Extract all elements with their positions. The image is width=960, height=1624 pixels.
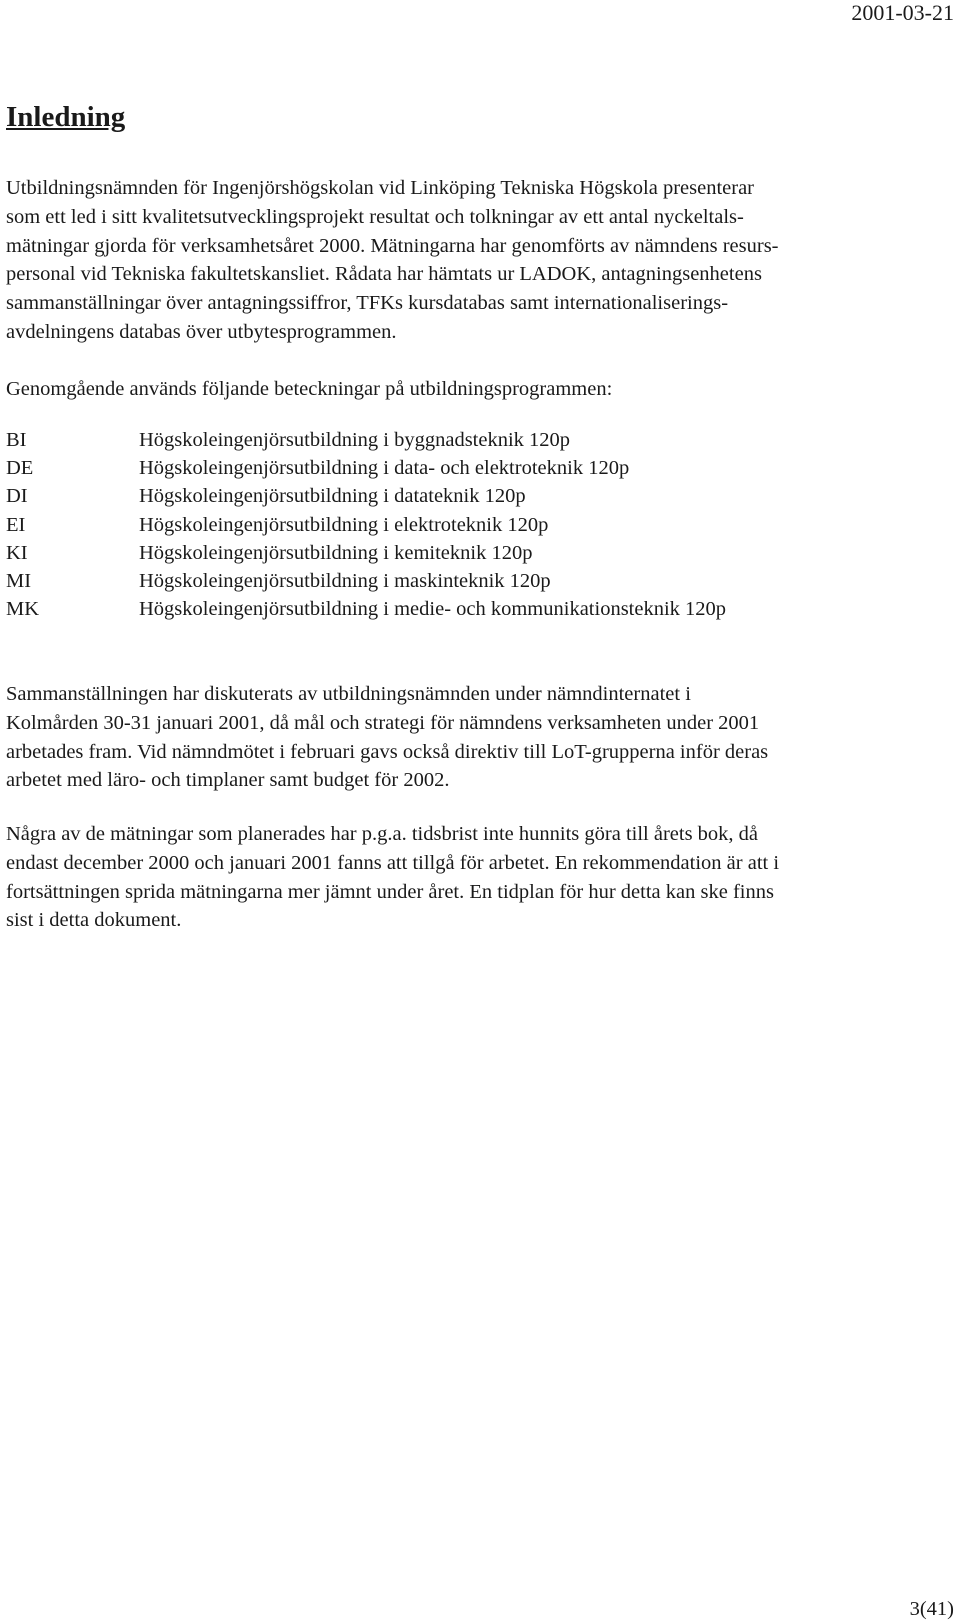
program-code: BI xyxy=(6,429,27,451)
program-code: MI xyxy=(6,570,32,593)
text-line: Några av de mätningar som planerades har p.g.a. tidsbrist inte hunnits göra till årets bok, då xyxy=(6,823,759,845)
text-line: sist i detta dokument. xyxy=(6,909,182,932)
program-code: DE xyxy=(6,457,34,480)
program-row xyxy=(6,595,956,623)
program-description: Högskoleingenjörsutbildning i data- och elektroteknik 120p xyxy=(139,457,630,480)
text-line: arbetet med lärо- och timplaner samt budget för 2002. xyxy=(6,769,450,792)
program-abbreviation-list xyxy=(6,426,956,623)
text-line: Sammanställningen har diskuterats av utbildningsnämnden under nämndinternatet i xyxy=(6,683,691,705)
program-description: Högskoleingenjörsutbildning i datateknik 120p xyxy=(139,485,526,508)
program-row xyxy=(6,511,956,539)
text-line: sammanställningar över antagningssiffror, TFKs kursdatabas samt internationaliserings- xyxy=(6,292,729,315)
text-line: fortsättningen sprida mätningarna mer jämnt under året. En tidplan för hur detta kan ske finns xyxy=(6,880,774,903)
text-line: personal vid Tekniska fakultetskansliet. Rådata har hämtats ur LADOK, antagningsenhetens xyxy=(6,263,762,286)
program-description: Högskoleingenjörsutbildning i byggnadsteknik 120p xyxy=(139,429,571,451)
program-code: DI xyxy=(6,485,28,508)
program-code: EI xyxy=(6,513,26,536)
program-code: KI xyxy=(6,541,28,564)
text-line: endast december 2000 och januari 2001 fanns att tillgå för arbetet. En rekommendation är att i xyxy=(6,851,780,874)
program-row xyxy=(6,567,956,595)
program-row xyxy=(6,454,956,482)
program-code: MK xyxy=(6,598,40,621)
text-line: mätningar gjorda för verksamhetsåret 2000. Mätningarna har genomförts av nämndens resurs- xyxy=(6,234,779,257)
text-line: arbetades fram. Vid nämndmötet i februari gavs också direktiv till LoT-grupperna inför deras xyxy=(6,740,769,763)
abbreviations-intro: Genomgående används följande beteckningar på utbildningsprogrammen: xyxy=(6,378,613,400)
text-line: Kolmården 30-31 januari 2001, då mål och strategi för nämndens verksamheten under 2001 xyxy=(6,711,760,734)
program-row xyxy=(6,482,956,510)
program-row xyxy=(6,539,956,567)
program-description: Högskoleingenjörsutbildning i maskinteknik 120p xyxy=(139,570,551,593)
intro-paragraph xyxy=(6,174,956,347)
text-line: Utbildningsnämnden för Ingenjörshögskolan vid Linköping Tekniska Högskola presenterar xyxy=(6,177,755,199)
text-line: avdelningens databas över utbytesprogrammen. xyxy=(6,320,397,343)
recommendation-paragraph xyxy=(6,820,956,935)
section-heading: Inledning xyxy=(6,101,126,133)
page-number: 3(41) xyxy=(909,1598,954,1620)
program-description: Högskoleingenjörsutbildning i elektroteknik 120p xyxy=(139,513,549,536)
program-row xyxy=(6,426,956,454)
text-line: som ett led i sitt kvalitetsutvecklingsprojekt resultat och tolkningar av ett antal nyckeltals- xyxy=(6,205,744,228)
program-description: Högskoleingenjörsutbildning i kemiteknik 120p xyxy=(139,541,533,564)
summary-paragraph xyxy=(6,680,956,795)
program-description: Högskoleingenjörsutbildning i medie- och kommunikationsteknik 120p xyxy=(139,598,727,621)
document-date: 2001-03-21 xyxy=(851,0,954,25)
